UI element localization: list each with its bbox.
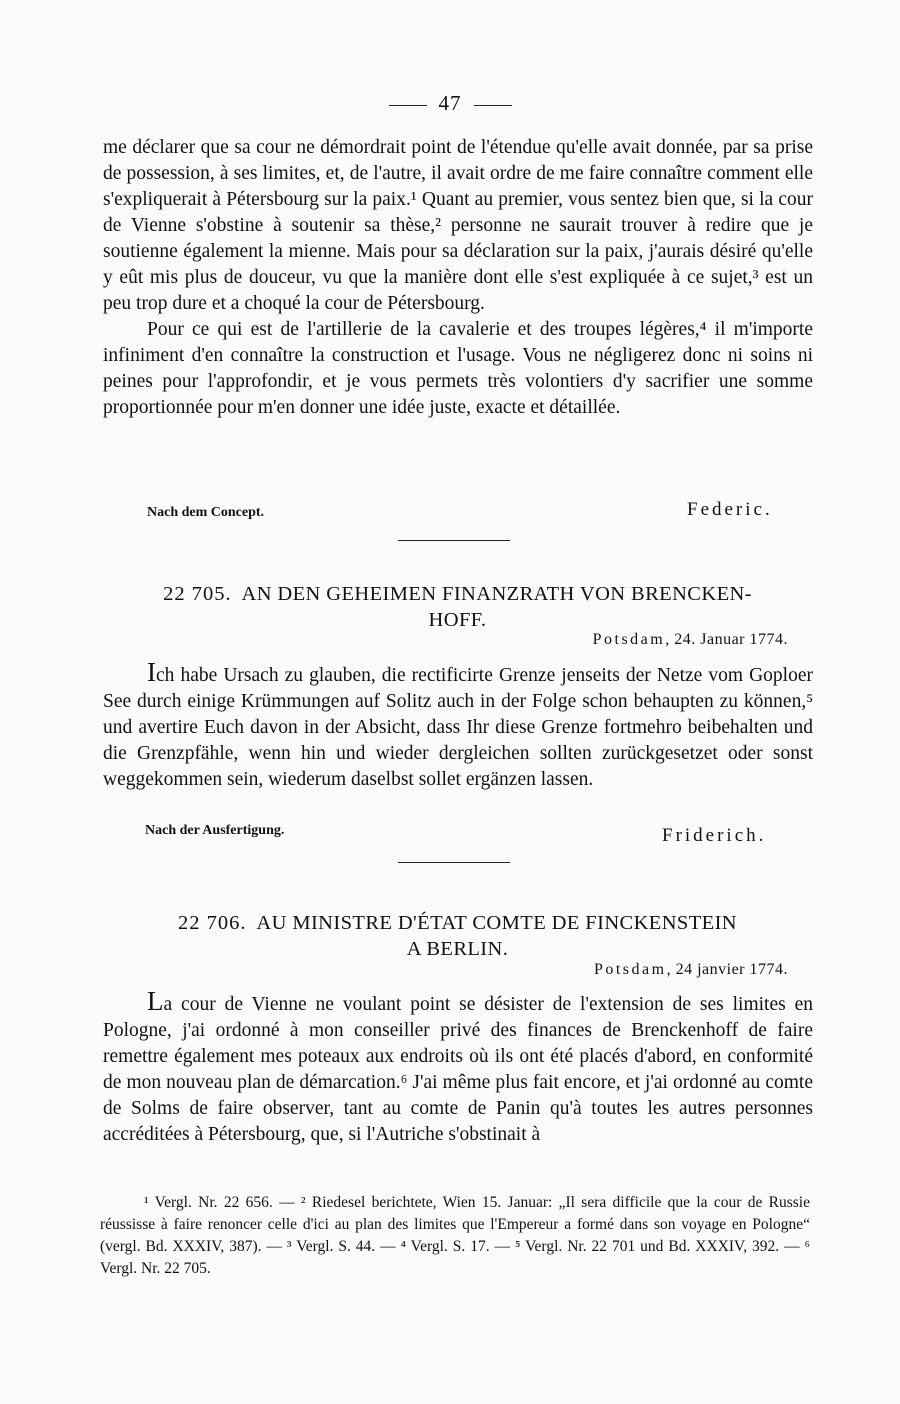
letter2-text: ch habe Ursach zu glauben, die rectificirte Grenze jenseits der Netze vom Goploer See durch einige Krümmungen auf Solitz auch in der Folge schon behaupten zu können,⁵ und avertire Euch davon in der Absicht, dass Ihr diese Grenze fortmehro beibehalten und die Grenzpfähle, wenn hin und wieder dergleichen sollten zurückgesetzet oder sonst weggekommen sein, wiederum daselbst sollet ergänzen lassen.	[103, 665, 813, 790]
header-dash-right	[474, 105, 512, 106]
section-divider-1	[398, 540, 510, 541]
letter1-paragraph-1: me déclarer que sa cour ne démordrait point de l'étendue qu'elle avait donnée, par sa prise de possession, à ses limites, et, de l'autre, il avait ordre de me faire connaître comment elle s'expliquerait à Pétersbourg sur la paix.¹ Quant au premier, vous sentez bien que, si la cour de Vienne s'obstine à soutenir sa thèse,² personne ne saurait trouver à redire que je soutienne également la mienne. Mais pour sa déclaration sur la paix, j'aurais désiré qu'elle y eût mis plus de douceur, vu que la manière dont elle s'est expliquée à ce sujet,³ est un peu trop dure et a choqué la cour de Pétersbourg.	[103, 137, 813, 314]
letter3-number: 22 706.	[177, 912, 247, 934]
letter2-source-note: Nach der Ausfertigung.	[145, 823, 285, 838]
letter3-place: Potsdam	[593, 961, 667, 978]
letter2-title-line2: HOFF.	[428, 609, 487, 631]
page-header	[0, 91, 900, 116]
letter1-body	[103, 135, 813, 421]
letter2-body	[103, 659, 813, 793]
letter2-signature: Friderich.	[662, 825, 767, 846]
letter3-heading	[100, 910, 815, 962]
letter2-dropcap: I	[147, 657, 156, 687]
footnotes	[100, 1192, 810, 1280]
header-dash-left	[389, 105, 427, 106]
letter3-dropcap: L	[147, 986, 164, 1016]
letter1-signature: Federic.	[687, 499, 773, 520]
letter3-text: a cour de Vienne ne voulant point se désister de l'extension de ses limites en Pologne, j'ai ordonné à mon conseiller privé des finances de Brenckenhoff de faire remettre également mes poteaux aux endroits où ils ont été placés d'abord, en conformité de mon nouveau plan de démarcation.⁶ J'ai même plus fait encore, et j'ai ordonné au comte de Solms de faire observer, tant au comte de Panin qu'à toutes les autres personnes accréditées à Pétersbourg, que, si l'Autriche s'obstinait à	[103, 994, 813, 1145]
letter3-title-line2: A BERLIN.	[406, 938, 509, 960]
letter2-dateline	[593, 631, 788, 649]
letter3-title-line1: AU MINISTRE D'ÉTAT COMTE DE FINCKENSTEIN	[256, 912, 738, 934]
letter3-dateline	[594, 961, 788, 979]
letter2-heading	[100, 581, 815, 633]
letter2-date: , 24. Januar 1774.	[665, 631, 788, 648]
letter2-number: 22 705.	[163, 583, 232, 605]
letter1-source-note: Nach dem Concept.	[147, 505, 265, 520]
footnote-text: ¹ Vergl. Nr. 22 656. — ² Riedesel berichtete, Wien 15. Januar: „Il sera difficile que la cour de Russie réussisse à faire renoncer celle d'ici au plan des limites que l'Empereur a formé dans son voyage en Pologne“ (vergl. Bd. XXXIV, 387). — ³ Vergl. S. 44. — ⁴ Vergl. S. 17. — ⁵ Vergl. Nr. 22 701 und Bd. XXXIV, 392. — ⁶ Vergl. Nr. 22 705.	[100, 1194, 810, 1277]
letter2-place: Potsdam	[592, 631, 666, 648]
letter2-title-line1: AN DEN GEHEIMEN FINANZRATH VON BRENCKEN-	[241, 583, 752, 605]
letter1-paragraph-2: Pour ce qui est de l'artillerie de la cavalerie et des troupes légères,⁴ il m'importe infiniment d'en connaître la construction et l'usage. Vous ne négligerez donc ni soins ni peines pour l'approfondir, et je vous permets très volontiers d'y sacrifier une somme proportionnée pour m'en donner une idée juste, exacte et détaillée.	[103, 319, 813, 418]
letter3-date: , 24 janvier 1774.	[666, 961, 788, 978]
page-number: 47	[438, 91, 462, 115]
letter3-body	[103, 988, 813, 1148]
section-divider-2	[398, 862, 510, 863]
